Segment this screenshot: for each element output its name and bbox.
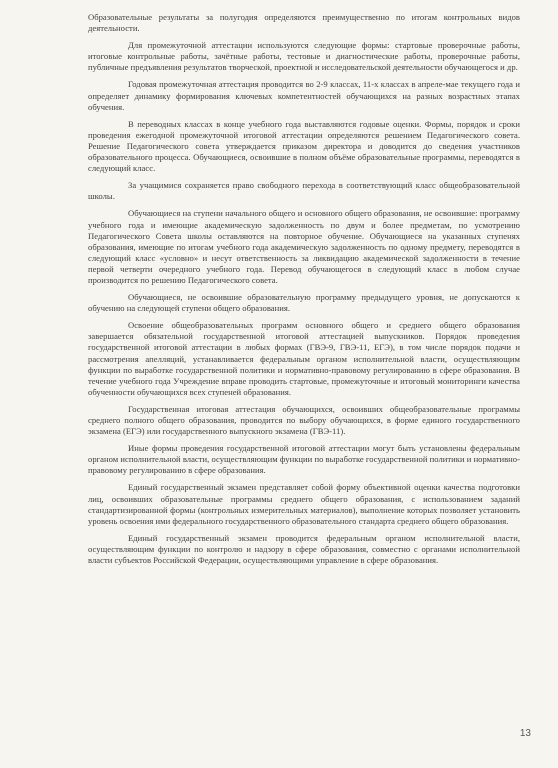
page-number: 13 [519,728,531,739]
paragraph-forms: Для промежуточной аттестации используются следующие формы: стартовые проверочные работы, итоговые контрольные работы, зачётные работы, тестовые и диагностические работы, проверочные работы, публичные предъявления результатов творческой, проектной и исследовательской деятельности обучающегося и др. [88,40,520,73]
paragraph-state-attestation: Освоение общеобразовательных программ основного общего и среднего общего образования завершается обязательной государственной итоговой аттестацией выпускников. Порядок проведения государственной итоговой аттестации в любых формах (ГВЭ-9, ГВЭ-11, ЕГЭ), в том числе порядок подачи и рассмотрения апелляций, устанавливается федеральным органом исполнительной власти, осуществляющим функции по выработке государственной политики и нормативно-правовому регулированию в сфере образования. В течение учебного года Учреждение вправе проводить стартовые, промежуточные и итоговый мониторинги качества обученности обучающихся всех ступеней образования. [88,320,520,397]
paragraph-results: Образовательные результаты за полугодия определяются преимущественно по итогам контрольных видов деятельности. [88,12,520,34]
paragraph-annual-attestation: Годовая промежуточная аттестация проводится во 2-9 классах, 11-х классах в апреле-мае текущего года и определяет динамику формирования ключевых компетентностей обучающихся на разных возрастных этапах обучения. [88,79,520,112]
paragraph-other-forms: Иные формы проведения государственной итоговой аттестации могут быть установлены федеральным органом исполнительной власти, осуществляющим функции по выработке государственной политики и нормативно-правовому регулированию в сфере образования. [88,443,520,476]
paragraph-transfer-right: За учащимися сохраняется право свободного перехода в соответствующий класс общеобразовательной школы. [88,180,520,202]
paragraph-ege-choice: Государственная итоговая аттестация обучающихся, освоивших общеобразовательные программы среднего полного общего образования, проводится по выбору обучающихся, в форме единого государственного экзамена (ЕГЭ) или государственного выпускного экзамена (ГВЭ-11). [88,403,520,437]
paragraph-ege-conduct: Единый государственный экзамен проводится федеральным органом исполнительной власти, осуществляющим функции по контролю и надзору в сфере образования, совместно с органами исполнительной власти субъектов Российской Федерации, осуществляющими управление в сфере образования. [88,532,520,566]
page-body [88,12,520,572]
paragraph-ege-definition: Единый государственный экзамен представляет собой форму объективной оценки качества подготовки лиц, освоивших образовательные программы среднего общего образования, с использованием заданий стандартизированной формы (контрольных измерительных материалов), выполнение которых позволяет установить уровень освоения ими федерального государственного образовательного стандарта среднего общего образования. [88,482,520,526]
paragraph-academic-debt: Обучающиеся на ступени начального общего и основного общего образования, не освоившие: программу учебного года и имеющие академическую задолженность по двум и более предметам, по усмотрению Педагогического Совета школы оставляются на повторное обучение. Обучающиеся на указанных ступенях образования, имеющие по итогам учебного года академическую задолженность по одному предмету, переводятся в следующий класс «условно» и несут ответственность за ликвидацию академической задолженности в течение первой четверти очередного учебного года. Перевод обучающегося в следующий класс в любом случае производится по решению Педагогического совета. [88,208,520,285]
paragraph-transfer-classes: В переводных классах в конце учебного года выставляются годовые оценки. Формы, порядок и сроки проведения ежегодной промежуточной итоговой аттестации определяются решением Педагогического совета. Решение Педагогического совета утверждается приказом директора и доводится до сведения участников образовательного процесса. Обучающиеся, освоившие в полном объёме образовательные программы, переводятся в следующий класс. [88,118,520,174]
paragraph-not-admitted: Обучающиеся, не освоившие образовательную программу предыдущего уровня, не допускаются к обучению на следующей ступени общего образования. [88,292,520,314]
